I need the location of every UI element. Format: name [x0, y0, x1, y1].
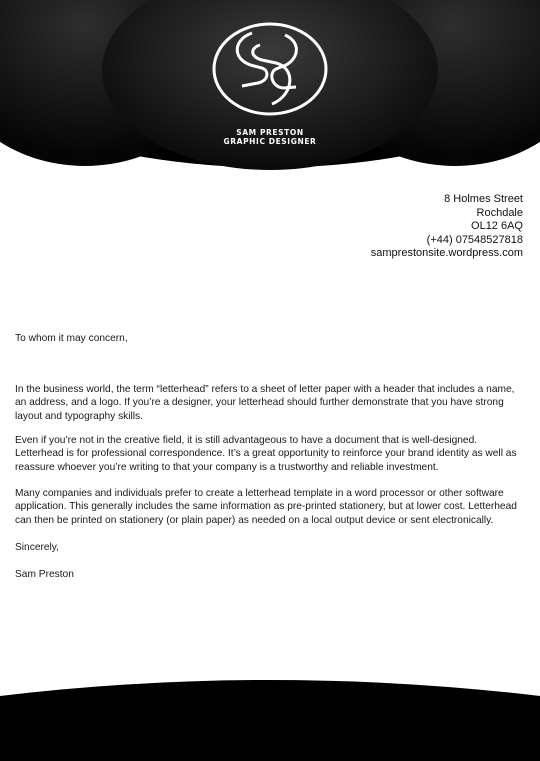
- letterhead-footer: [0, 680, 540, 761]
- brand-title: GRAPHIC DESIGNER: [223, 137, 317, 146]
- letterhead-header: [0, 0, 540, 175]
- body-paragraph: Many companies and individuals prefer to create a letterhead template in a word processor or other software application. This generally includes the same information as pre-printed stationery, but at lower cost. Letterhead can then be printed on stationery (or plain paper) as needed on a local output device or sent electronically.: [15, 488, 517, 526]
- address-phone: (+44) 07548527818: [426, 233, 523, 246]
- footer-band: [0, 680, 540, 761]
- signature: Sam Preston: [15, 569, 74, 580]
- header-band: [0, 0, 540, 175]
- address-postcode: OL12 6AQ: [471, 220, 523, 233]
- salutation: To whom it may concern,: [15, 333, 128, 344]
- brand-name: SAM PRESTON: [236, 128, 304, 137]
- closing: Sincerely,: [15, 542, 59, 553]
- address-block: [371, 193, 523, 261]
- body-paragraph: In the business world, the term “letterhead” refers to a sheet of letter paper with a header that includes a name, an address, and a logo. If you’re a designer, your letterhead should further demonstrate that you have strong layout and typography skills.: [15, 384, 515, 422]
- address-website: samprestonsite.wordpress.com: [370, 247, 523, 260]
- body-paragraph: Even if you’re not in the creative field, it is still advantageous to have a document that is well-designed. Letterhead is for professional correspondence. It’s a great opportunity to reinforce your brand identity as well as reassure whoever you’re writing to that your company is a trustworthy and reliable investment.: [15, 435, 517, 473]
- address-street: 8 Holmes Street: [444, 193, 523, 205]
- address-city: Rochdale: [476, 206, 523, 219]
